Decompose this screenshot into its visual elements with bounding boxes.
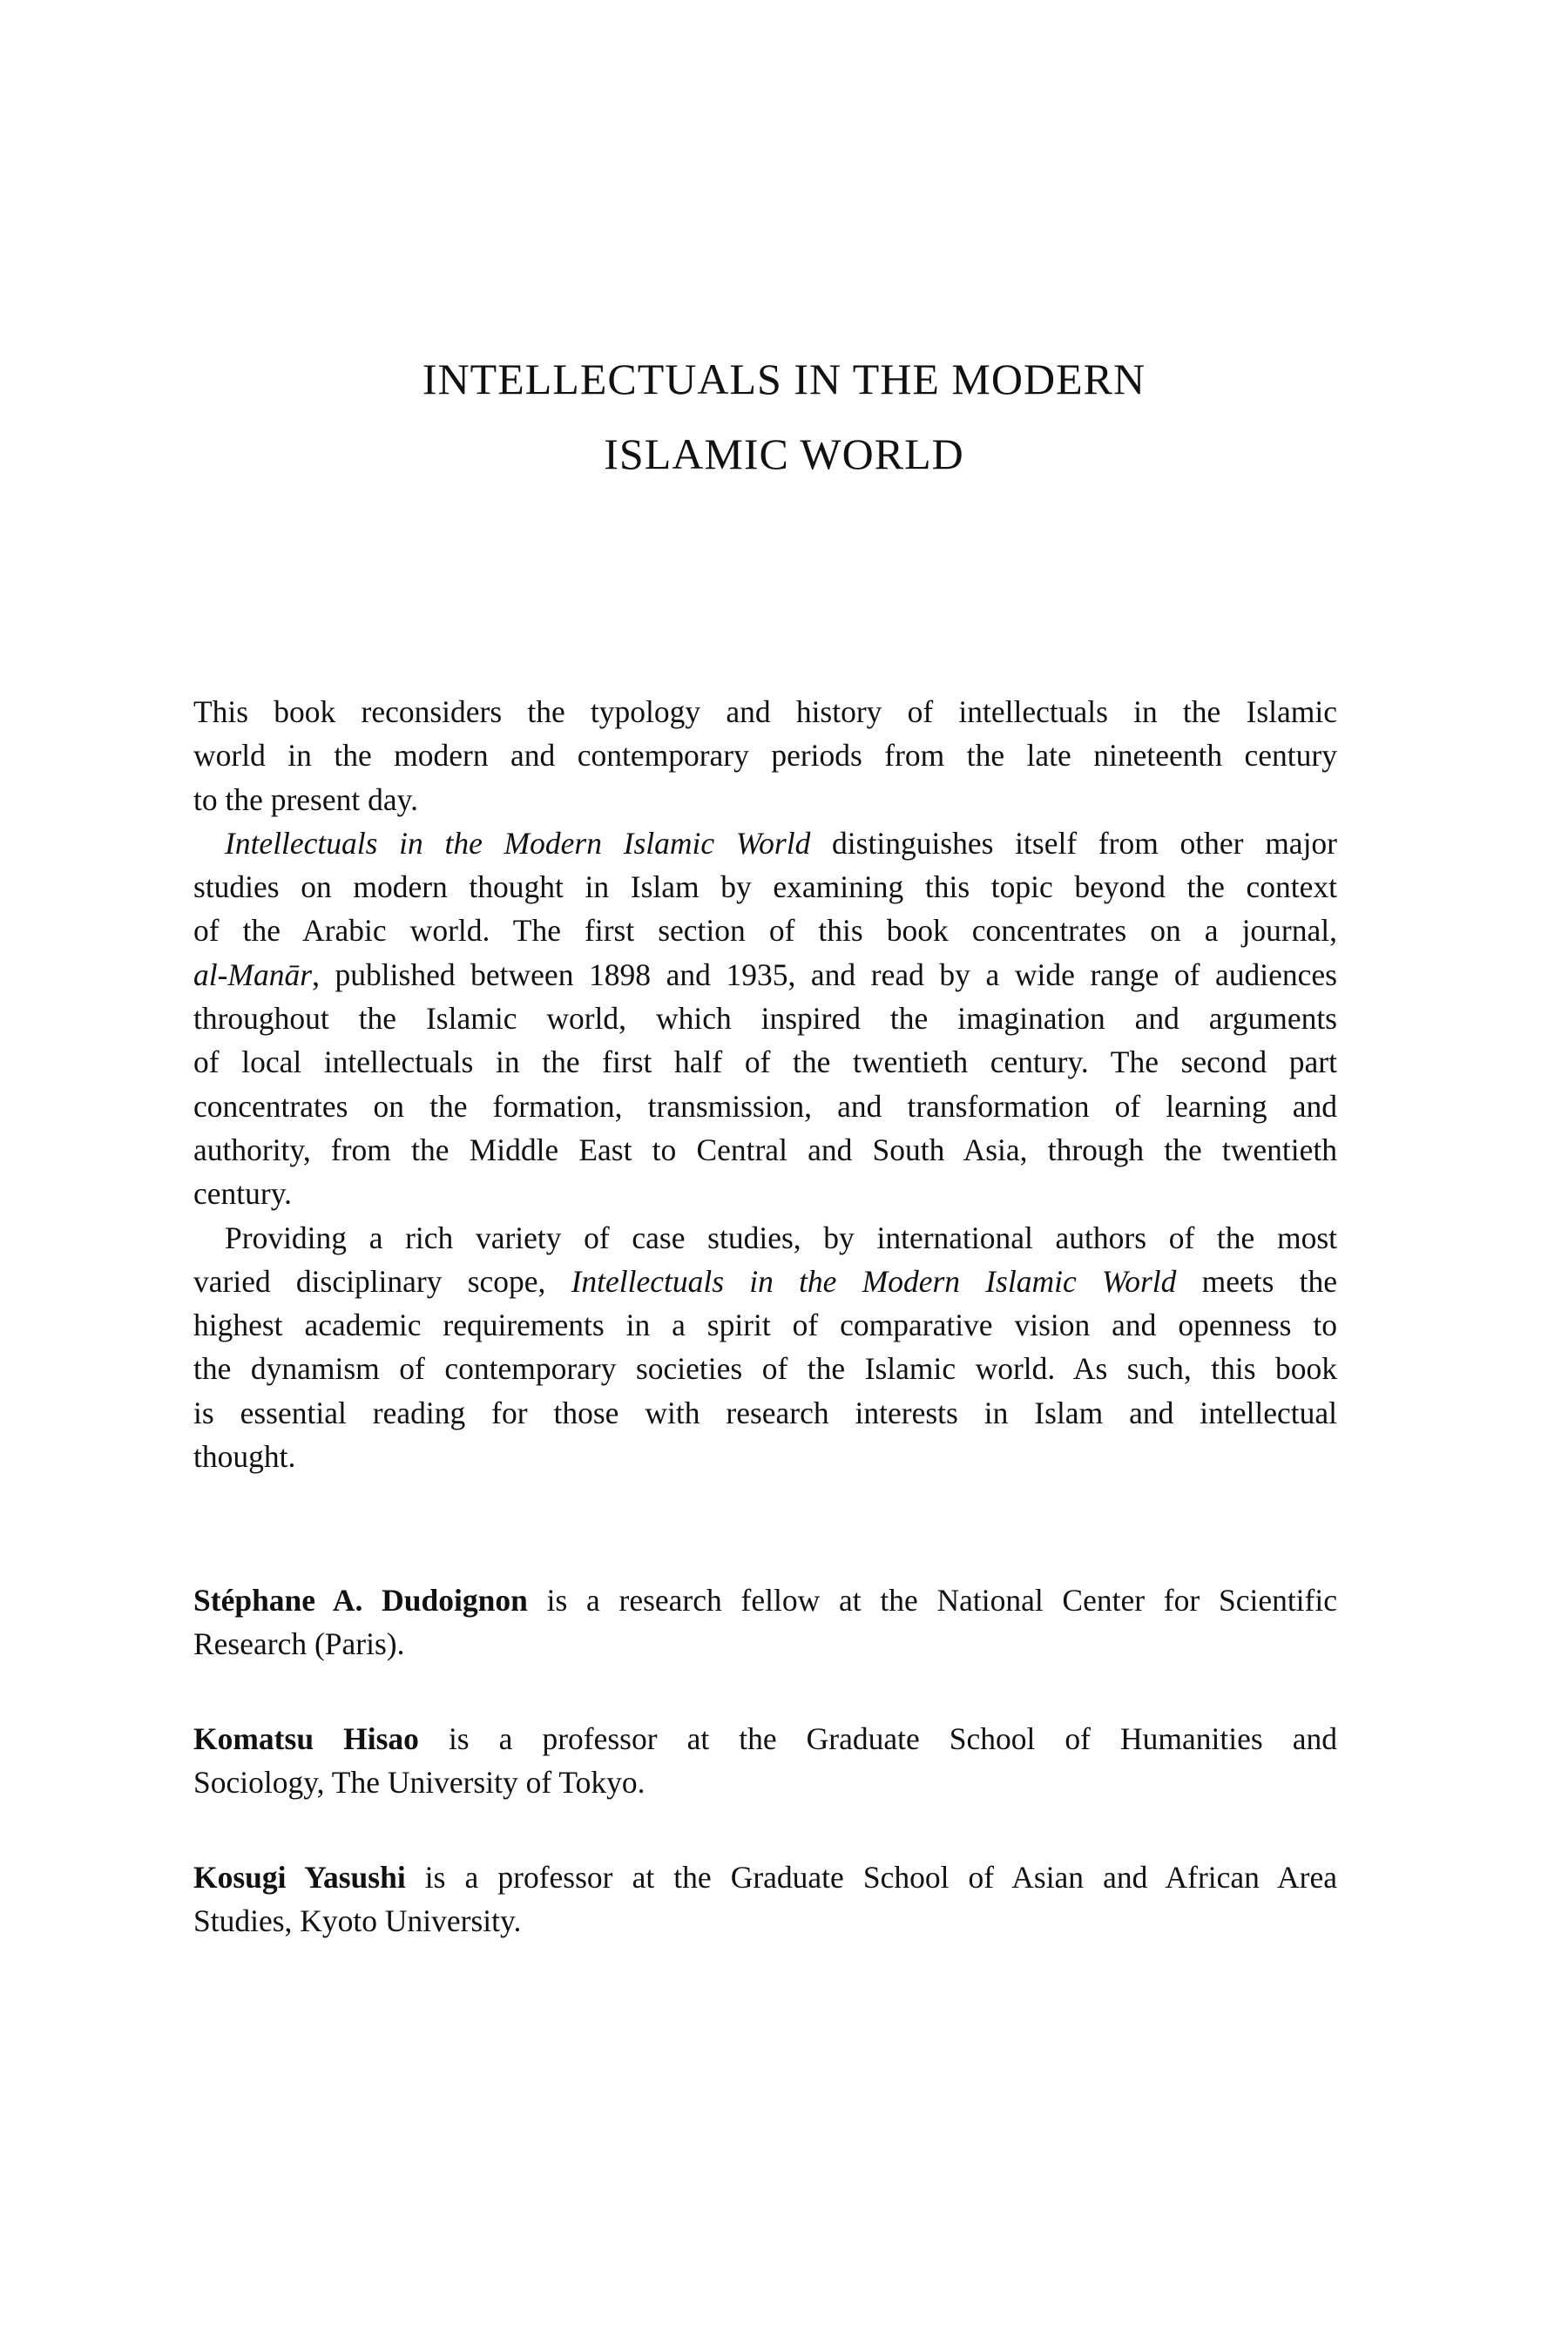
- text-line: [193, 1717, 1337, 1761]
- book-title-line: ISLAMIC WORLD: [604, 429, 964, 478]
- author-bio: [193, 1855, 1337, 1943]
- text-line: [193, 1128, 1337, 1172]
- text-line: [193, 1578, 1337, 1622]
- text-line: [193, 1855, 1337, 1899]
- text-line: [193, 953, 1337, 997]
- text-run: , published between 1898 and 1935, and read by a wide range of audiences: [312, 956, 1337, 992]
- text-run: concentrates on the formation, transmission, and transformation of learning and: [193, 1088, 1337, 1124]
- text-run: is a professor at the Graduate School of Asian and African Area: [405, 1860, 1337, 1895]
- text-run: is essential reading for those with research interests in Islam and intellectual: [193, 1395, 1337, 1430]
- text-line: [193, 865, 1337, 909]
- text-line: [193, 1040, 1337, 1084]
- text-line: [193, 1216, 1337, 1260]
- text-line: [193, 1622, 1337, 1666]
- book-title: [0, 341, 1568, 491]
- text-run: meets the: [1176, 1263, 1337, 1299]
- text-line: [193, 733, 1337, 777]
- text-run: of local intellectuals in the first half of the twentieth century. The second part: [193, 1044, 1337, 1080]
- text-run: Studies, Kyoto University.: [193, 1903, 522, 1939]
- author-name: Stéphane A. Dudoignon: [193, 1583, 528, 1618]
- text-line: [193, 1260, 1337, 1303]
- italic-title: Intellectuals in the Modern Islamic World: [225, 825, 811, 861]
- italic-title: al-Manār: [193, 956, 313, 992]
- text-line: [193, 909, 1337, 952]
- text-line: [193, 1391, 1337, 1435]
- text-run: world in the modern and contemporary periods from the late nineteenth century: [193, 738, 1337, 774]
- text-run: to the present day.: [193, 781, 418, 817]
- text-line: [193, 1085, 1337, 1128]
- text-run: highest academic requirements in a spirit of comparative vision and openness to: [193, 1308, 1337, 1343]
- text-line: [193, 690, 1337, 733]
- italic-title: Intellectuals in the Modern Islamic World: [571, 1263, 1177, 1299]
- text-run: Sociology, The University of Tokyo.: [193, 1765, 645, 1801]
- text-run: This book reconsiders the typology and history of intellectuals in the Islamic: [193, 694, 1337, 729]
- text-run: distinguishes itself from other major: [810, 825, 1337, 861]
- text-run: varied disciplinary scope,: [193, 1263, 571, 1299]
- text-run: throughout the Islamic world, which inspired the imagination and arguments: [193, 1001, 1337, 1037]
- text-run: authority, from the Middle East to Central and South Asia, through the twentieth: [193, 1132, 1337, 1167]
- author-name: Kosugi Yasushi: [193, 1860, 406, 1895]
- text-line: [193, 1435, 1337, 1478]
- text-line: [193, 997, 1337, 1040]
- text-line: [193, 778, 1337, 821]
- text-run: is a research fellow at the National Center for Scientific: [527, 1583, 1337, 1618]
- text-run: is a professor at the Graduate School of Humanities and: [418, 1721, 1338, 1756]
- book-title-line: INTELLECTUALS IN THE MODERN: [422, 355, 1146, 403]
- text-run: century.: [193, 1176, 293, 1212]
- text-run: thought.: [193, 1439, 296, 1475]
- author-bio: [193, 1578, 1337, 1666]
- text-line: [193, 1761, 1337, 1804]
- author-bio: [193, 1717, 1337, 1805]
- text-line: [193, 821, 1337, 865]
- text-line: [193, 1303, 1337, 1347]
- text-line: [193, 1172, 1337, 1215]
- text-run: the dynamism of contemporary societies of the Islamic world. As such, this book: [193, 1351, 1337, 1387]
- author-name: Komatsu Hisao: [193, 1721, 419, 1756]
- text-run: studies on modern thought in Islam by examining this topic beyond the context: [193, 869, 1337, 905]
- text-run: Research (Paris).: [193, 1626, 405, 1662]
- text-line: [193, 1347, 1337, 1390]
- text-run: of the Arabic world. The first section of this book concentrates on a journal,: [193, 913, 1337, 949]
- book-abstract: [193, 690, 1337, 1478]
- text-line: [193, 1899, 1337, 1943]
- text-run: Providing a rich variety of case studies, by international authors of the most: [225, 1220, 1337, 1255]
